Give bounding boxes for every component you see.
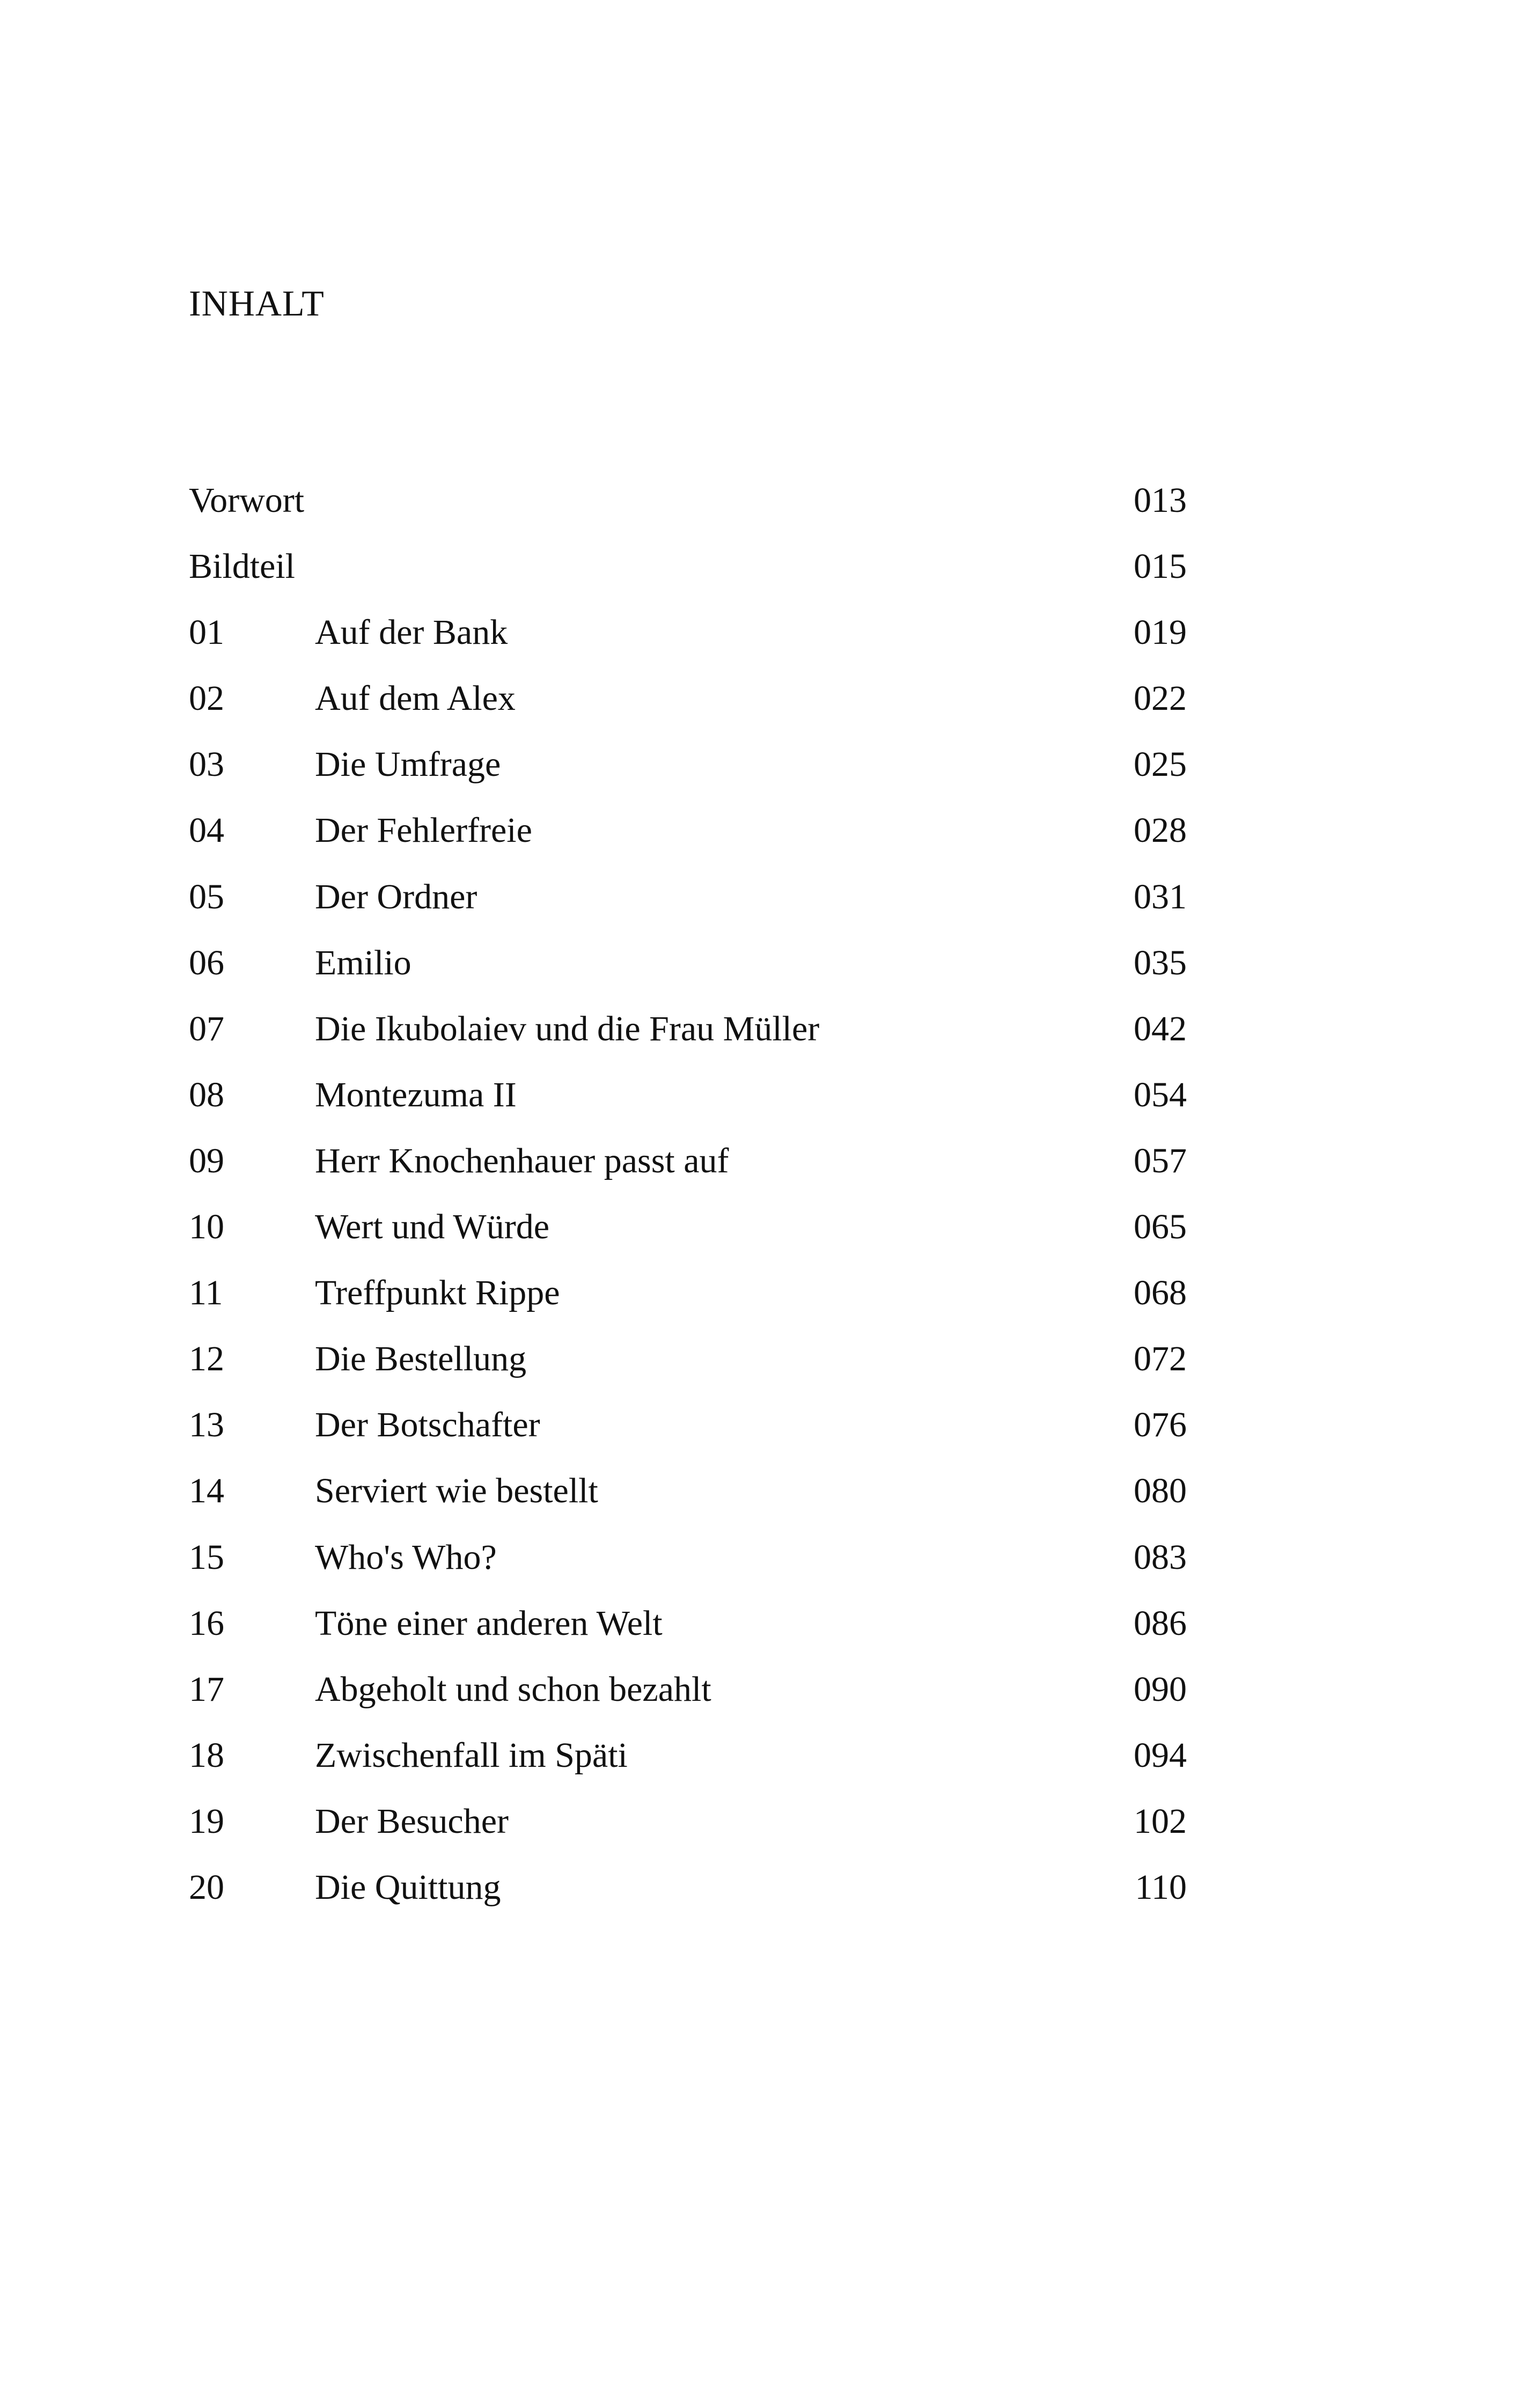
toc-entry-number: 15: [189, 1537, 224, 1577]
toc-entry-number: 06: [189, 943, 224, 982]
toc-entry: [189, 542, 1187, 608]
toc-entry-number: 09: [189, 1141, 224, 1180]
toc-entry-number: 17: [189, 1669, 224, 1709]
toc-entry-title: Who's Who?: [315, 1537, 497, 1577]
toc-entry-page-number: 031: [1134, 877, 1187, 916]
toc-entry-page-number: 022: [1134, 679, 1187, 718]
toc-entry: [189, 1401, 1187, 1467]
toc-entry-page-number: 035: [1134, 943, 1187, 982]
toc-entry: [189, 674, 1187, 740]
toc-entry-page-number: 068: [1134, 1273, 1187, 1313]
toc-entry-title: Die Ikubolaiev und die Frau Müller: [315, 1009, 820, 1048]
toc-entry-page-number: 086: [1134, 1603, 1187, 1643]
toc-entry: [189, 1071, 1187, 1137]
toc-entry-number: 08: [189, 1075, 224, 1114]
toc-entry-number: 14: [189, 1471, 224, 1511]
toc-entry: [189, 1467, 1187, 1533]
toc-entry: [189, 1335, 1187, 1401]
toc-entry-title: Abgeholt und schon bezahlt: [315, 1669, 711, 1709]
toc-entry-title: Herr Knochenhauer passt auf: [315, 1141, 729, 1180]
toc-entry: [189, 1731, 1187, 1797]
toc-entry: [189, 1665, 1187, 1731]
toc-entry-number: 20: [189, 1867, 224, 1907]
toc-entry-title: Die Bestellung: [315, 1339, 527, 1379]
toc-entry-title: Auf der Bank: [315, 613, 508, 652]
table-of-contents: [189, 476, 1187, 1929]
toc-entry-page-number: 065: [1134, 1207, 1187, 1247]
toc-entry-number: 10: [189, 1207, 224, 1247]
toc-entry-number: 11: [189, 1273, 223, 1313]
toc-entry-title: Der Fehlerfreie: [315, 811, 532, 850]
toc-entry-title: Töne einer anderen Welt: [315, 1603, 663, 1643]
toc-entry-number: 05: [189, 877, 224, 916]
toc-entry-page-number: 019: [1134, 613, 1187, 652]
toc-entry-title: Die Quittung: [315, 1867, 501, 1907]
toc-entry-page-number: 013: [1134, 481, 1187, 520]
toc-entry: [189, 939, 1187, 1005]
toc-entry-number: 01: [189, 613, 224, 652]
toc-entry-page-number: 042: [1134, 1009, 1187, 1048]
page-heading: INHALT: [189, 283, 325, 324]
toc-entry-page-number: 057: [1134, 1141, 1187, 1180]
toc-entry-page-number: 015: [1134, 547, 1187, 586]
toc-entry-page-number: 076: [1134, 1405, 1187, 1445]
toc-entry-number: 19: [189, 1801, 224, 1841]
toc-entry-title: Montezuma II: [315, 1075, 517, 1114]
toc-entry: [189, 1863, 1187, 1929]
toc-entry: [189, 806, 1187, 872]
toc-entry: [189, 1599, 1187, 1665]
toc-entry: [189, 1203, 1187, 1269]
toc-entry-page-number: 090: [1134, 1669, 1187, 1709]
toc-entry-number: 03: [189, 745, 224, 784]
toc-entry-title: Zwischenfall im Späti: [315, 1735, 628, 1775]
toc-entry-page-number: 083: [1134, 1537, 1187, 1577]
toc-entry-number: 18: [189, 1735, 224, 1775]
toc-entry: [189, 1797, 1187, 1863]
toc-entry-title: Wert und Würde: [315, 1207, 549, 1247]
toc-entry-title: Emilio: [315, 943, 412, 982]
toc-entry-title: Vorwort: [189, 481, 305, 520]
toc-entry: [189, 476, 1187, 542]
toc-entry: [189, 608, 1187, 674]
toc-entry-number: 07: [189, 1009, 224, 1048]
toc-entry-page-number: 110: [1135, 1867, 1187, 1907]
toc-entry-title: Der Besucher: [315, 1801, 509, 1841]
toc-entry: [189, 1533, 1187, 1599]
toc-entry-page-number: 028: [1134, 811, 1187, 850]
toc-entry: [189, 873, 1187, 939]
toc-entry-number: 02: [189, 679, 224, 718]
toc-entry: [189, 1005, 1187, 1071]
toc-entry-title: Treffpunkt Rippe: [315, 1273, 560, 1313]
toc-entry-number: 16: [189, 1603, 224, 1643]
toc-entry: [189, 1269, 1187, 1335]
toc-entry-title: Bildteil: [189, 547, 295, 586]
toc-entry-number: 13: [189, 1405, 224, 1445]
toc-entry-page-number: 080: [1134, 1471, 1187, 1511]
toc-entry-title: Serviert wie bestellt: [315, 1471, 598, 1511]
toc-entry-page-number: 025: [1134, 745, 1187, 784]
toc-entry-page-number: 102: [1134, 1801, 1187, 1841]
toc-entry-title: Auf dem Alex: [315, 679, 516, 718]
toc-entry-title: Der Ordner: [315, 877, 477, 916]
toc-entry-page-number: 072: [1134, 1339, 1187, 1379]
toc-entry-page-number: 094: [1134, 1735, 1187, 1775]
toc-entry-title: Die Umfrage: [315, 745, 501, 784]
toc-entry-number: 04: [189, 811, 224, 850]
toc-entry-title: Der Botschafter: [315, 1405, 540, 1445]
toc-entry-page-number: 054: [1134, 1075, 1187, 1114]
toc-entry-number: 12: [189, 1339, 224, 1379]
toc-entry: [189, 1137, 1187, 1203]
toc-entry: [189, 740, 1187, 806]
